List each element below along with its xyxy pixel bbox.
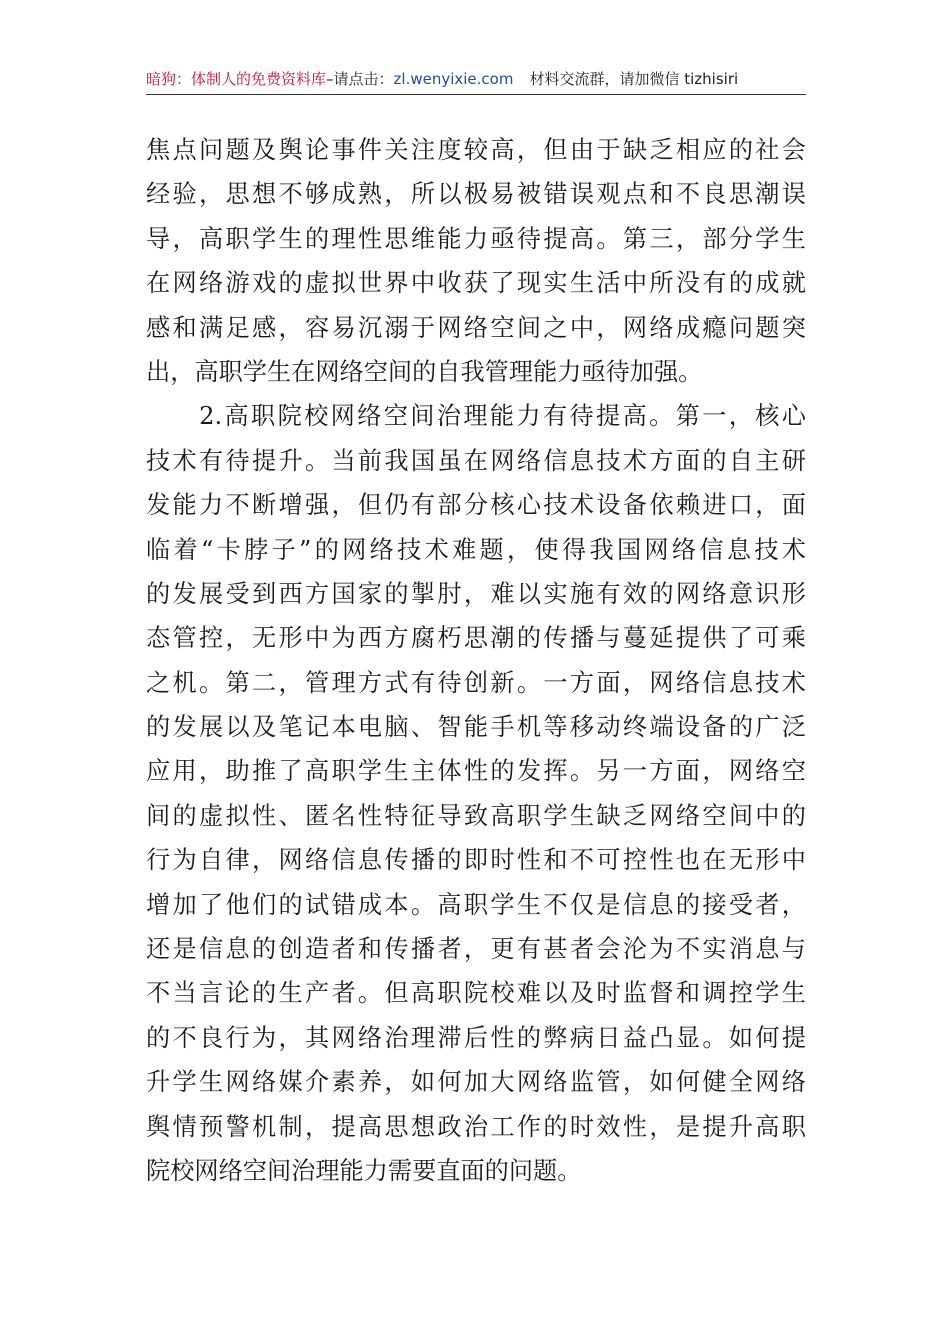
text-line: 态管控，无形中为西方腐朽思潮的传播与蔓延提供了可乘 [146,624,806,653]
header-prompt: –请点击： [326,70,394,88]
page-header [146,66,806,92]
body-text [146,128,806,1193]
header-link[interactable]: zl.wenyixie.com [393,70,514,88]
text-line: 经验，思想不够成熟，所以极易被错误观点和不良思潮误 [146,180,806,209]
text-line: 应用，助推了高职学生主体性的发挥。另一方面，网络空 [146,757,806,786]
text-line: 发能力不断增强，但仍有部分核心技术设备依赖进口，面 [146,491,806,520]
text-line: 的不良行为，其网络治理滞后性的弊病日益凸显。如何提 [146,1023,806,1052]
text-line: 技术有待提升。当前我国虽在网络信息技术方面的自主研 [146,446,806,475]
text-line: 还是信息的创造者和传播者，更有甚者会沦为不实消息与 [146,935,806,964]
text-line: 2.高职院校网络空间治理能力有待提高。第一，核心 [146,402,806,431]
header-brand: 暗狗：体制人的免费资料库 [146,70,327,88]
text-line: 升学生网络媒介素养，如何加大网络监管，如何健全网络 [146,1068,806,1097]
paragraph-end-line: 出，高职学生在网络空间的自我管理能力亟待加强。 [146,357,703,386]
paragraph-end-line: 院校网络空间治理能力需要直面的问题。 [146,1156,582,1185]
text-line: 舆情预警机制，提高思想政治工作的时效性，是提升高职 [146,1112,806,1141]
text-line: 焦点问题及舆论事件关注度较高，但由于缺乏相应的社会 [146,136,806,164]
text-line: 导，高职学生的理性思维能力亟待提高。第三，部分学生 [146,224,806,253]
text-line: 间的虚拟性、匿名性特征导致高职学生缺乏网络空间中的 [146,801,806,830]
text-line: 之机。第二，管理方式有待创新。一方面，网络信息技术 [146,668,806,697]
text-line: 在网络游戏的虚拟世界中收获了现实生活中所没有的成就 [146,269,806,298]
text-line: 的发展受到西方国家的掣肘，难以实施有效的网络意识形 [146,579,806,608]
text-line: 的发展以及笔记本电脑、智能手机等移动终端设备的广泛 [146,713,806,742]
text-line: 增加了他们的试错成本。高职学生不仅是信息的接受者， [146,890,806,919]
text-line: 行为自律，网络信息传播的即时性和不可控性也在无形中 [146,846,806,875]
text-line: 临着“卡脖子”的网络技术难题，使得我国网络信息技术 [146,535,806,564]
text-line: 感和满足感，容易沉溺于网络空间之中，网络成瘾问题突 [146,313,806,342]
header-group-note: 材料交流群，请加微信 tizhisiri [529,70,739,88]
text-line: 不当言论的生产者。但高职院校难以及时监督和调控学生 [146,979,806,1008]
header-divider [146,94,806,95]
